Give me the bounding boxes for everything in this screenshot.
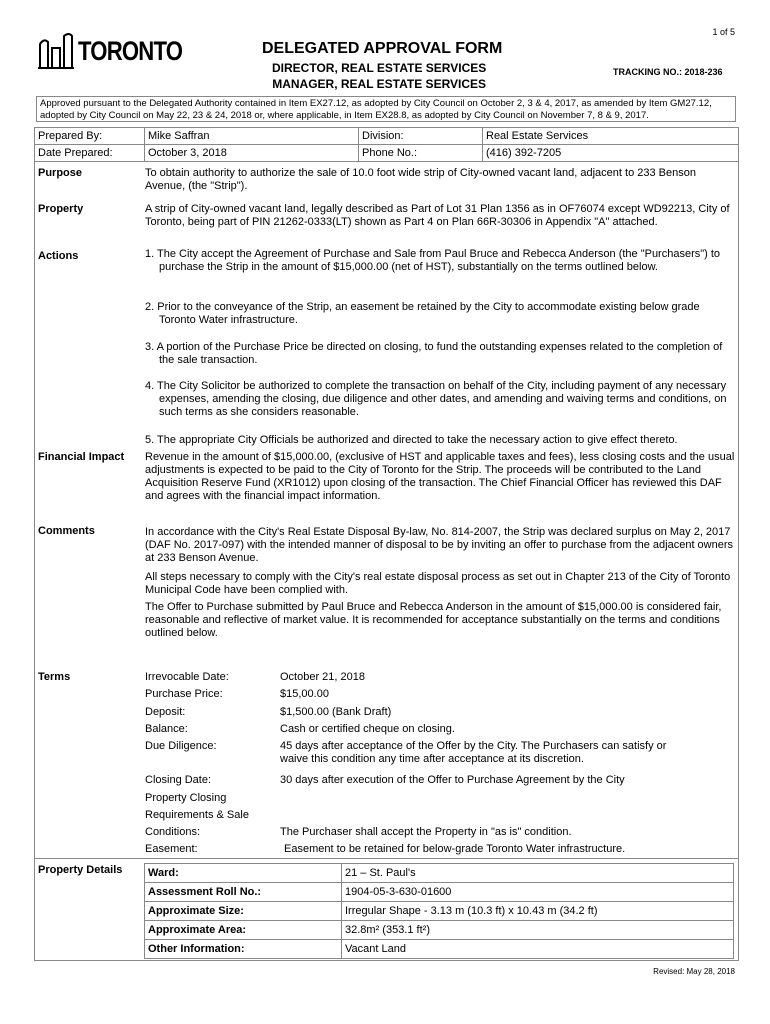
- ward-value: 21 – St. Paul's: [342, 864, 734, 883]
- approx-size-value: Irregular Shape - 3.13 m (10.3 ft) x 10.43 m (34.2 ft): [342, 902, 734, 921]
- conditions-value: The Purchaser shall accept the Property in "as is" condition.: [280, 826, 572, 838]
- approx-size-label: Approximate Size:: [145, 902, 342, 921]
- property-details-table: [144, 863, 734, 959]
- date-prepared-value: October 3, 2018: [145, 145, 359, 162]
- balance-value: Cash or certified cheque on closing.: [280, 723, 455, 735]
- irrevocable-date-value: October 21, 2018: [280, 671, 366, 683]
- property-label: Property: [38, 203, 84, 215]
- requirements-sale-label: Requirements & Sale: [145, 809, 249, 821]
- page-number: 1 of 5: [712, 27, 735, 37]
- division-value: Real Estate Services: [483, 128, 739, 145]
- terms-label: Terms: [38, 671, 71, 683]
- subtitle-line-1: DIRECTOR, REAL ESTATE SERVICES: [272, 61, 487, 75]
- action-item-5: 5. The appropriate City Officials be authorized and directed to take the necessary action to give effect thereto.: [145, 434, 678, 446]
- table-row: [145, 902, 734, 921]
- terms-divider: [34, 858, 739, 859]
- comments-paragraph-1: In accordance with the City's Real Estate Disposal By-law, No. 814-2007, the Strip was declared surplus on May 2, 2017 (DAF No. 2017-097) with the intended manner of disposal to be by inviting an offer to purchase from the adjacent owners at 233 Benson Avenue.: [145, 526, 734, 564]
- purchase-price-value: $15,00.00: [280, 688, 329, 700]
- balance-label: Balance:: [145, 723, 188, 735]
- prepared-by-label: Prepared By:: [35, 128, 145, 145]
- deposit-label: Deposit:: [145, 706, 186, 718]
- assessment-roll-label: Assessment Roll No.:: [145, 883, 342, 902]
- tracking-number: TRACKING NO.: 2018-236: [613, 67, 723, 77]
- actions-label: Actions: [38, 250, 79, 262]
- table-row: [145, 883, 734, 902]
- financial-impact-label: Financial Impact: [38, 451, 125, 463]
- subtitle-line-2: MANAGER, REAL ESTATE SERVICES: [272, 77, 487, 91]
- approx-area-value: 32.8m² (353.1 ft²): [342, 921, 734, 940]
- form-subtitle: [272, 60, 486, 92]
- deposit-value: $1,500.00 (Bank Draft): [280, 706, 392, 718]
- logo-wordmark: TORONTO: [78, 36, 183, 66]
- assessment-roll-value: 1904-05-3-630-01600: [342, 883, 734, 902]
- irrevocable-date-label: Irrevocable Date:: [145, 671, 229, 683]
- easement-value: Easement to be retained for below-grade Toronto Water infrastructure.: [284, 843, 626, 855]
- purpose-text: To obtain authority to authorize the sale of 10.0 foot wide strip of City-owned vacant land, adjacent to 233 Benson Avenue, (the "Strip").: [145, 167, 696, 192]
- toronto-logo: [38, 30, 183, 70]
- division-label: Division:: [359, 128, 483, 145]
- other-info-label: Other Information:: [145, 940, 342, 959]
- action-item-3: 3. A portion of the Purchase Price be directed on closing, to fund the outstanding expenses related to the completion of the sale transaction.: [145, 341, 723, 366]
- intro-paragraph: Approved pursuant to the Delegated Authority contained in Item EX27.12, as adopted by City Council on October 2, 3 & 4, 2017, as amended by Item GM27.12, adopted by City Council on May 22, 23 & 24, 2018 or, where applicable, in Item EX28.8, as adopted by City Council on November 7, 8 & 9, 2017.: [36, 96, 736, 122]
- prepared-by-value: Mike Saffran: [145, 128, 359, 145]
- property-text: A strip of City-owned vacant land, legally described as Part of Lot 31 Plan 1356 as in OF76074 except WD92213, City of Toronto, being part of PIN 21262-0333(LT) shown as Part 4 on Plan 66R-30306 in Appendix "A" attached.: [145, 203, 730, 228]
- purchase-price-label: Purchase Price:: [145, 688, 223, 700]
- purpose-label: Purpose: [38, 167, 83, 179]
- action-item-1: 1. The City accept the Agreement of Purchase and Sale from Paul Bruce and Rebecca Anderson (the "Purchasers") to purchase the Strip in the amount of $15,000.00 (net of HST), substantially on the terms outlined below.: [145, 248, 721, 273]
- comments-paragraph-3: The Offer to Purchase submitted by Paul Bruce and Rebecca Anderson in the amount of $15,000.00 is considered fair, reasonable and reflective of market value. It is recommended for acceptance substantially on the terms and conditions outlined below.: [145, 601, 722, 639]
- ward-label: Ward:: [145, 864, 342, 883]
- financial-impact-text: Revenue in the amount of $15,000.00, (exclusive of HST and applicable taxes and fees), less closing costs and the usual adjustments is expected to be paid to the City of Toronto for the Strip. The proceeds will be contributed to the Land Acquisition Reserve Fund (XR1012) upon closing of the transaction. The Chief Financial Officer has reviewed this DAF and agrees with the financial impact information.: [145, 451, 735, 502]
- conditions-label: Conditions:: [145, 826, 201, 838]
- property-details-label: Property Details: [38, 864, 123, 876]
- city-hall-icon: [38, 30, 74, 70]
- date-prepared-label: Date Prepared:: [35, 145, 145, 162]
- phone-label: Phone No.:: [359, 145, 483, 162]
- other-info-value: Vacant Land: [342, 940, 734, 959]
- property-closing-label: Property Closing: [145, 792, 227, 804]
- phone-value: (416) 392-7205: [483, 145, 739, 162]
- form-title: DELEGATED APPROVAL FORM: [262, 40, 503, 57]
- action-item-4: 4. The City Solicitor be authorized to complete the transaction on behalf of the City, including payment of any necessary expenses, amending the closing, due diligence and other dates, and amending and waiving terms and conditions, on such terms as she considers reasonable.: [145, 380, 727, 418]
- header-table: [34, 127, 739, 162]
- approx-area-label: Approximate Area:: [145, 921, 342, 940]
- table-row: [145, 864, 734, 883]
- table-row: [145, 940, 734, 959]
- action-item-2: 2. Prior to the conveyance of the Strip, an easement be retained by the City to accommodate existing below grade Toronto Water infrastructure.: [145, 301, 700, 326]
- closing-date-label: Closing Date:: [145, 774, 212, 786]
- comments-label: Comments: [38, 525, 95, 537]
- comments-paragraph-2: All steps necessary to comply with the City's real estate disposal process as set out in Chapter 213 of the City of Toronto Municipal Code have been complied with.: [145, 571, 731, 596]
- revised-date: Revised: May 28, 2018: [653, 967, 735, 976]
- easement-label: Easement:: [145, 843, 198, 855]
- closing-date-value: 30 days after execution of the Offer to Purchase Agreement by the City: [280, 774, 625, 786]
- due-diligence-label: Due Diligence:: [145, 740, 217, 752]
- table-row: [145, 921, 734, 940]
- due-diligence-value: 45 days after acceptance of the Offer by the City. The Purchasers can satisfy or waive this condition any time after acceptance at its discretion.: [280, 740, 667, 765]
